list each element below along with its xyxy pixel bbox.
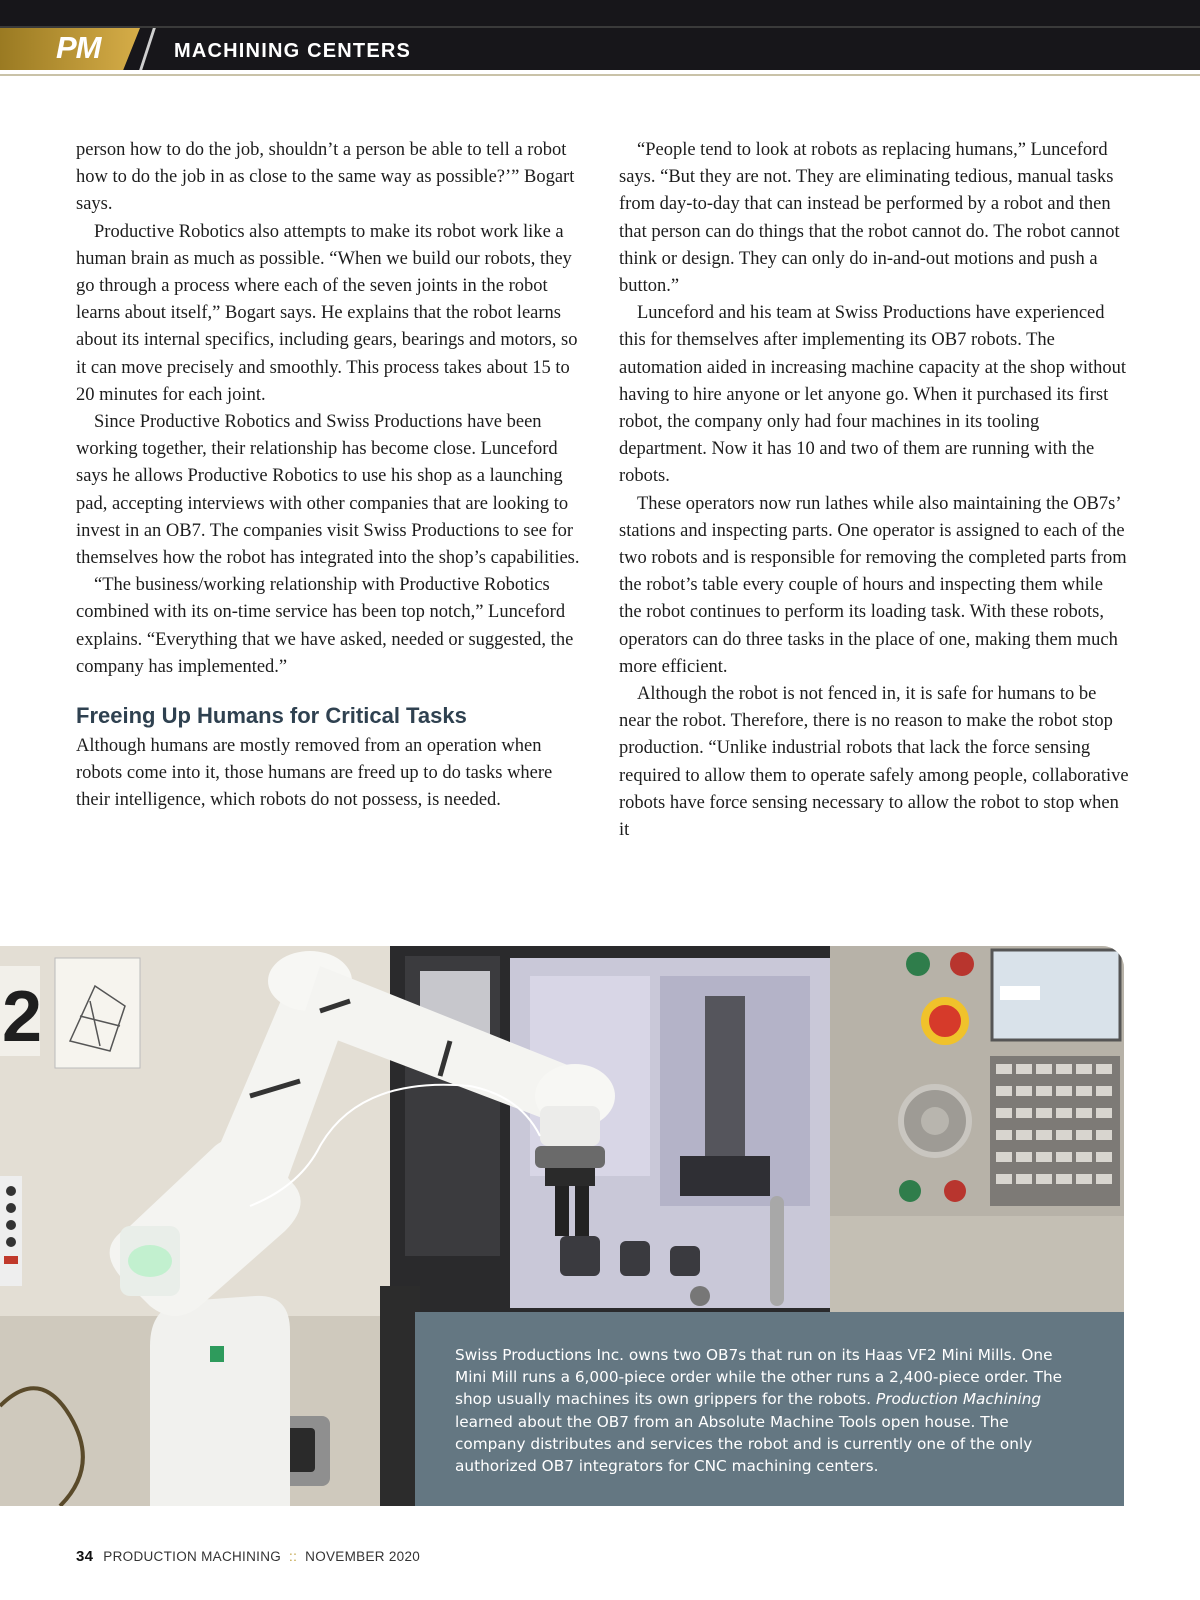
header-top-line	[0, 26, 1200, 28]
caption-publication: Production Machining	[875, 1390, 1042, 1409]
left-paragraph-4: “The business/working relationship with Productive Robotics combined with its on-time service has been top notch,” Lunceford explains. “Everything that we have asked, needed or suggested, the company has implemented.”	[76, 575, 574, 677]
wall-number: 2	[2, 977, 43, 1057]
subheading: Freeing Up Humans for Critical Tasks	[76, 703, 467, 729]
footer-separator: ::	[289, 1549, 298, 1564]
left-column	[76, 137, 580, 815]
right-column	[619, 137, 1129, 844]
caption-text-2: learned about the OB7 from an Absolute Machine Tools open house. The company distributes and services the robot and is currently one of the only authorized OB7 integrators for CNC machining centers.	[455, 1412, 1033, 1476]
right-paragraph-3: These operators now run lathes while also maintaining the OB7s’ stations and inspecting parts. One operator is assigned to each of the two robots and is responsible for removing the completed parts from the robot’s table every couple of hours and inspecting them while the robot continues to perform its loading task. With these robots, operators can do three tasks in the place of one, making them much more efficient.	[619, 493, 1127, 677]
left-paragraph-3: Since Productive Robotics and Swiss Productions have been working together, their relationship has become close. Lunceford says he allows Productive Robotics to use his shop as a launching pad, accepting interviews with other companies that are looking to invest in an OB7. The companies visit Swiss Productions to see for themselves how the robot has integrated into the shop’s capabilities.	[76, 412, 580, 569]
page-footer	[76, 1548, 420, 1565]
left-paragraph-1: person how to do the job, shouldn’t a person be able to tell a robot how to do the job in as close to the same way as possible?’” Bogart says.	[76, 140, 575, 215]
footer-date: NOVEMBER 2020	[305, 1549, 421, 1564]
section-title: MACHINING CENTERS	[174, 40, 412, 62]
left-paragraph-5: Although humans are mostly removed from an operation when robots come into it, those humans are freed up to do tasks where their intelligence, which robots do not possess, is needed.	[76, 736, 553, 811]
right-paragraph-2: Lunceford and his team at Swiss Productions have experienced this for themselves after implementing its OB7 robots. The automation aided in increasing machine capacity at the shop without having to hire anyone or let anyone go. When it purchased its first robot, the company only had four machines in its tooling department. Now it has 10 and two of them are running with the robots.	[619, 303, 1127, 487]
left-paragraph-2: Productive Robotics also attempts to make its robot work like a human brain as much as possible. “When we build our robots, they go through a process where each of the seven joints in the robot learns about itself,” Bogart says. He explains that the robot learns about its internal specifics, including gears, bearings and motors, so it can move precisely and smoothly. This process takes about 15 to 20 minutes for each joint.	[76, 221, 578, 405]
footer-publication: PRODUCTION MACHINING	[103, 1549, 282, 1564]
right-paragraph-1: “People tend to look at robots as replacing humans,” Lunceford says. “But they are not. They are eliminating tedious, manual tasks from day-to-day that can instead be performed by a robot and then that person can do things that the robot cannot do. The robot cannot think or design. They can only do in-and-out motions and push a button.”	[619, 140, 1120, 297]
photo-caption	[415, 1312, 1124, 1506]
right-paragraph-4: Although the robot is not fenced in, it is safe for humans to be near the robot. Therefore, there is no reason to make the robot stop production. “Unlike industrial robots that lack the force sensing required to allow them to operate safely among people, collaborative robots have force sensing necessary to allow the robot to stop when it	[619, 684, 1129, 841]
header-rule	[0, 74, 1200, 76]
caption-text-1: Swiss Productions Inc. owns two OB7s that run on its Haas VF2 Mini Mills. One Mini Mill runs a 6,000-piece order while the other runs a 2,400-piece order. The shop usually machines its own grippers for the robots.	[455, 1346, 1063, 1409]
page-number: 34	[76, 1548, 94, 1565]
pm-logo: PM	[56, 30, 101, 65]
